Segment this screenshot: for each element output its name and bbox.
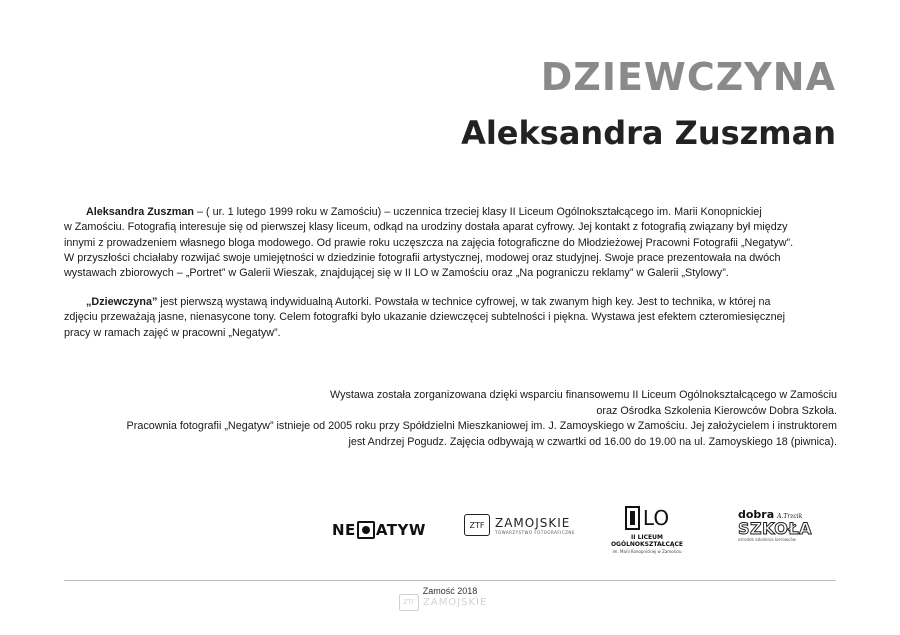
ztf-name: ZAMOJSKIE — [495, 515, 571, 530]
desc-bold-lead: „Dziewczyna” — [86, 296, 158, 308]
credits-line-2: oraz Ośrodka Szkolenia Kierowców Dobra Szkoła. — [596, 404, 837, 417]
exhibition-description-paragraph — [64, 295, 844, 341]
credits-line-1: Wystawa została zorganizowana dzięki wsparciu finansowemu II Liceum Ogólnokształcącego w Zamościu — [330, 389, 837, 401]
author-bio-paragraph — [64, 205, 844, 281]
credits-line-4: jest Andrzej Pogudz. Zajęcia odbywają w czwartki od 16.00 do 19.00 na ul. Zamoyskiego 18 (piwnica). — [348, 436, 837, 449]
credits-line-3: Pracownia fotografii „Negatyw” istnieje od 2005 roku przy Spółdzielni Mieszkaniowej im. J. Zamoyskiego w Zamościu. Jej założycielem i instruktorem — [126, 420, 837, 433]
bio-line-3: innymi z prowadzeniem własnego bloga modowego. Od prawie roku uczęszcza na zajęcia fotograficzne do Młodzieżowej Pracowni Fotografii „Negatyw”. — [64, 236, 794, 249]
school-subtitle: im. Marii Konopnickiej w Zamościu — [612, 549, 682, 554]
sponsor-logos — [0, 500, 900, 560]
dobra-script: A.Trzcik — [777, 513, 803, 520]
bio-line-2: w Zamościu. Fotografią interesuje się od pierwszej klasy liceum, odkąd na urodziny dostała aparat cyfrowy. Jej kontakt z fotografią związany był między — [64, 221, 788, 234]
school-emblem-icon — [625, 506, 640, 530]
bio-line-5: wystawach zbiorowych – „Portret” w Galerii Wieszak, znajdującej się w II LO w Zamościu oraz „Na pograniczu reklamy” w Galerii „Stylowy”. — [64, 267, 729, 280]
dobra-word: dobra — [738, 508, 775, 521]
ztf-subtitle: TOWARZYSTWO FOTOGRAFICZNE — [495, 529, 575, 535]
ztf-logo — [464, 514, 575, 536]
footer-place-year: Zamość 2018 — [422, 586, 478, 596]
exhibition-title: DZIEWCZYNA — [540, 55, 836, 99]
desc-line-2: zdjęciu przeważają jasne, nienasycone tony. Celem fotografki było ukazanie dziewczęcej subtelności i piękna. Wystawa jest efektem czteromiesięcznej — [64, 311, 786, 324]
school-mark: LO — [642, 506, 670, 530]
watermark-name: ZAMOJSKIE — [423, 597, 488, 608]
bio-line-1: Aleksandra Zuszman – ( ur. 1 lutego 1999 roku w Zamościu) – uczennica trzeciej klasy II Liceum Ogólnokształcącego im. Marii Konopnickiej — [86, 206, 762, 218]
ztf-mark-icon: ZTF — [464, 514, 490, 536]
watermark-mark-icon: ZTF — [399, 594, 419, 611]
camera-lens-icon — [357, 521, 375, 539]
school-name: II LICEUM OGÓLNOKSZTAŁCĄCE — [610, 534, 684, 548]
ztf-watermark — [399, 594, 487, 611]
bio-line-4: W przyszłości chciałaby rozwijać swoje umiejętności w dziedzinie fotografii artystycznej, modowej oraz studyjnej. Swoje prace prezentowała na dwóch — [64, 251, 781, 264]
szkola-word: SZKOŁA — [738, 519, 813, 538]
dobra-szkola-logo — [738, 508, 812, 542]
author-name: Aleksandra Zuszman — [461, 114, 836, 152]
dobra-subtitle: ośrodek szkolenia kierowców — [738, 537, 796, 542]
credits-block — [77, 388, 837, 451]
desc-line-1: „Dziewczyna” jest pierwszą wystawą indywidualną Autorki. Powstała w technice cyfrowej, w tak zwanym high key. Jest to technika, w której na — [86, 296, 771, 308]
desc-line-3: pracy w ramach zajęć w pracowni „Negatyw”. — [64, 326, 281, 339]
negatyw-logo: NE ATYW — [332, 521, 426, 539]
school-logo — [594, 506, 700, 554]
footer-divider — [64, 580, 836, 581]
bio-bold-lead: Aleksandra Zuszman — [86, 206, 195, 218]
